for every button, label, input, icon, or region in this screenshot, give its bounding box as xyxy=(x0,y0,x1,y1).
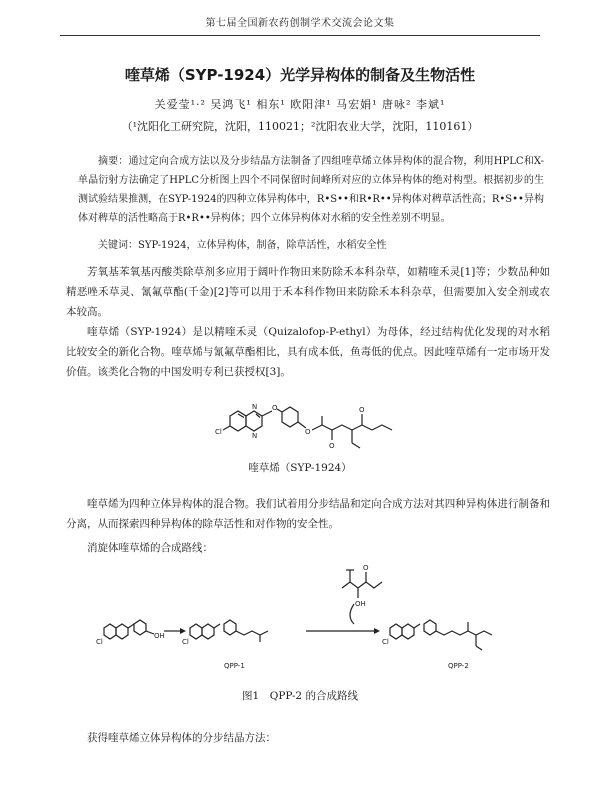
ether-bond-1 xyxy=(262,411,272,416)
arrow-head-2 xyxy=(374,628,380,634)
label-qpp-2: QPP-2 xyxy=(448,662,469,670)
running-header: 第七届全国新农药创制学术交流会论文集 xyxy=(60,14,540,36)
atom-n-bottom: N xyxy=(252,432,258,440)
phenyl-ring xyxy=(282,407,298,427)
atom-o-carbonyl-2: O xyxy=(359,406,365,414)
atom-o-ether-2: O xyxy=(305,428,311,436)
reactant-quinoxaline xyxy=(104,620,154,639)
author-list: 关爱莹¹·² 吴鸿飞¹ 相东¹ 欧阳津¹ 马宏娟¹ 唐咏² 李斌¹ xyxy=(154,98,446,111)
abstract: 摘要：通过定向合成方法以及分步结晶方法制备了四组喹草烯立体异构体的混合物，利用HPLC和X-单晶衍射方法确定了HPLC分析图上四个不同保留时间峰所对应的立体异构体的绝对构型。根据初步的生测试验结果推测，在SYP-1924的四种立体异构体中，R•S••和R•R••异构体对稗草活性高；R•S••异构体对稗草的活性略高于R•R••异构体；四个立体异构体对水稻的安全性差别不明显。 xyxy=(78,156,544,224)
label-qpp-1: QPP-1 xyxy=(224,662,245,670)
reagent-atom-o: O xyxy=(363,564,369,572)
qpp-1-structure xyxy=(190,620,268,642)
quinoxaline-ring xyxy=(230,411,262,431)
arrow-head-1 xyxy=(180,628,186,634)
ether-bond-2 xyxy=(277,409,282,412)
vinyl-bond xyxy=(352,443,360,448)
synthesis-scheme xyxy=(96,560,516,680)
cl-bond xyxy=(223,426,230,430)
keywords: 关键词：SYP-1924，立体异构体，制备，除草活性，水稻安全性 xyxy=(98,240,387,251)
reactant-atom-cl: Cl xyxy=(96,638,103,646)
ethyl-ester xyxy=(372,425,392,430)
intro-paragraph-1: 芳氧基苯氧基丙酸类除草剂多应用于阔叶作物田来防除禾本科杂草，如精喹禾灵[1]等；少数品种如精恶唑禾草灵、氰氟草酯(千金)[2]等可以用于禾本科作物田来防除禾本科杂草，但需要加入安全剂或农本较高。 xyxy=(66,266,550,318)
reactant-atom-oh: OH xyxy=(154,632,165,640)
paper-title: 喹草烯（SYP-1924）光学异构体的制备及生物活性 xyxy=(124,66,476,84)
figure-caption-syp-1924: 喹草烯（SYP-1924） xyxy=(248,462,352,474)
side-chain xyxy=(312,425,372,430)
paragraph-route-intro: 消旋体喹草烯的合成路线： xyxy=(87,542,213,554)
qpp-2-structure xyxy=(390,620,492,650)
qpp-1-atom-cl: Cl xyxy=(182,638,189,646)
paragraph-isomers: 喹草烯为四种立体异构体的混合物。我们试着用分步结晶和定向合成方法对其四种异构体进行制备和分离，从而探索四种异构体的除草活性和对作物的安全性。 xyxy=(66,498,550,530)
intro-paragraph-2: 喹草烯（SYP-1924）是以精喹禾灵（Quizalofop-P-ethyl）为母体，经过结构优化发现的对水稻比较安全的新化合物。喹草烯与氰氟草酯相比，具有成本低，鱼毒低的优点。因此喹草烯有一定市场开发价值。该类化合物的中国发明专利已获授权[3]。 xyxy=(66,326,550,378)
figure-caption-scheme: 图1 QPP-2 的合成路线 xyxy=(242,690,358,702)
atom-o-carbonyl-1: O xyxy=(329,442,335,450)
structure-syp-1924 xyxy=(210,388,410,452)
atom-n-top: N xyxy=(252,403,258,411)
reagent-atom-oh: OH xyxy=(355,600,366,608)
qpp-2-atom-cl: Cl xyxy=(382,638,389,646)
atom-o-ether-1: O xyxy=(272,404,278,412)
atom-cl: Cl xyxy=(215,428,222,436)
paragraph-crystallization: 获得喹草烯立体异构体的分步结晶方法： xyxy=(87,732,276,744)
reagent-structure xyxy=(342,570,382,624)
affiliations: （¹沈阳化工研究院，沈阳，110021；²沈阳农业大学，沈阳，110161） xyxy=(121,120,479,133)
